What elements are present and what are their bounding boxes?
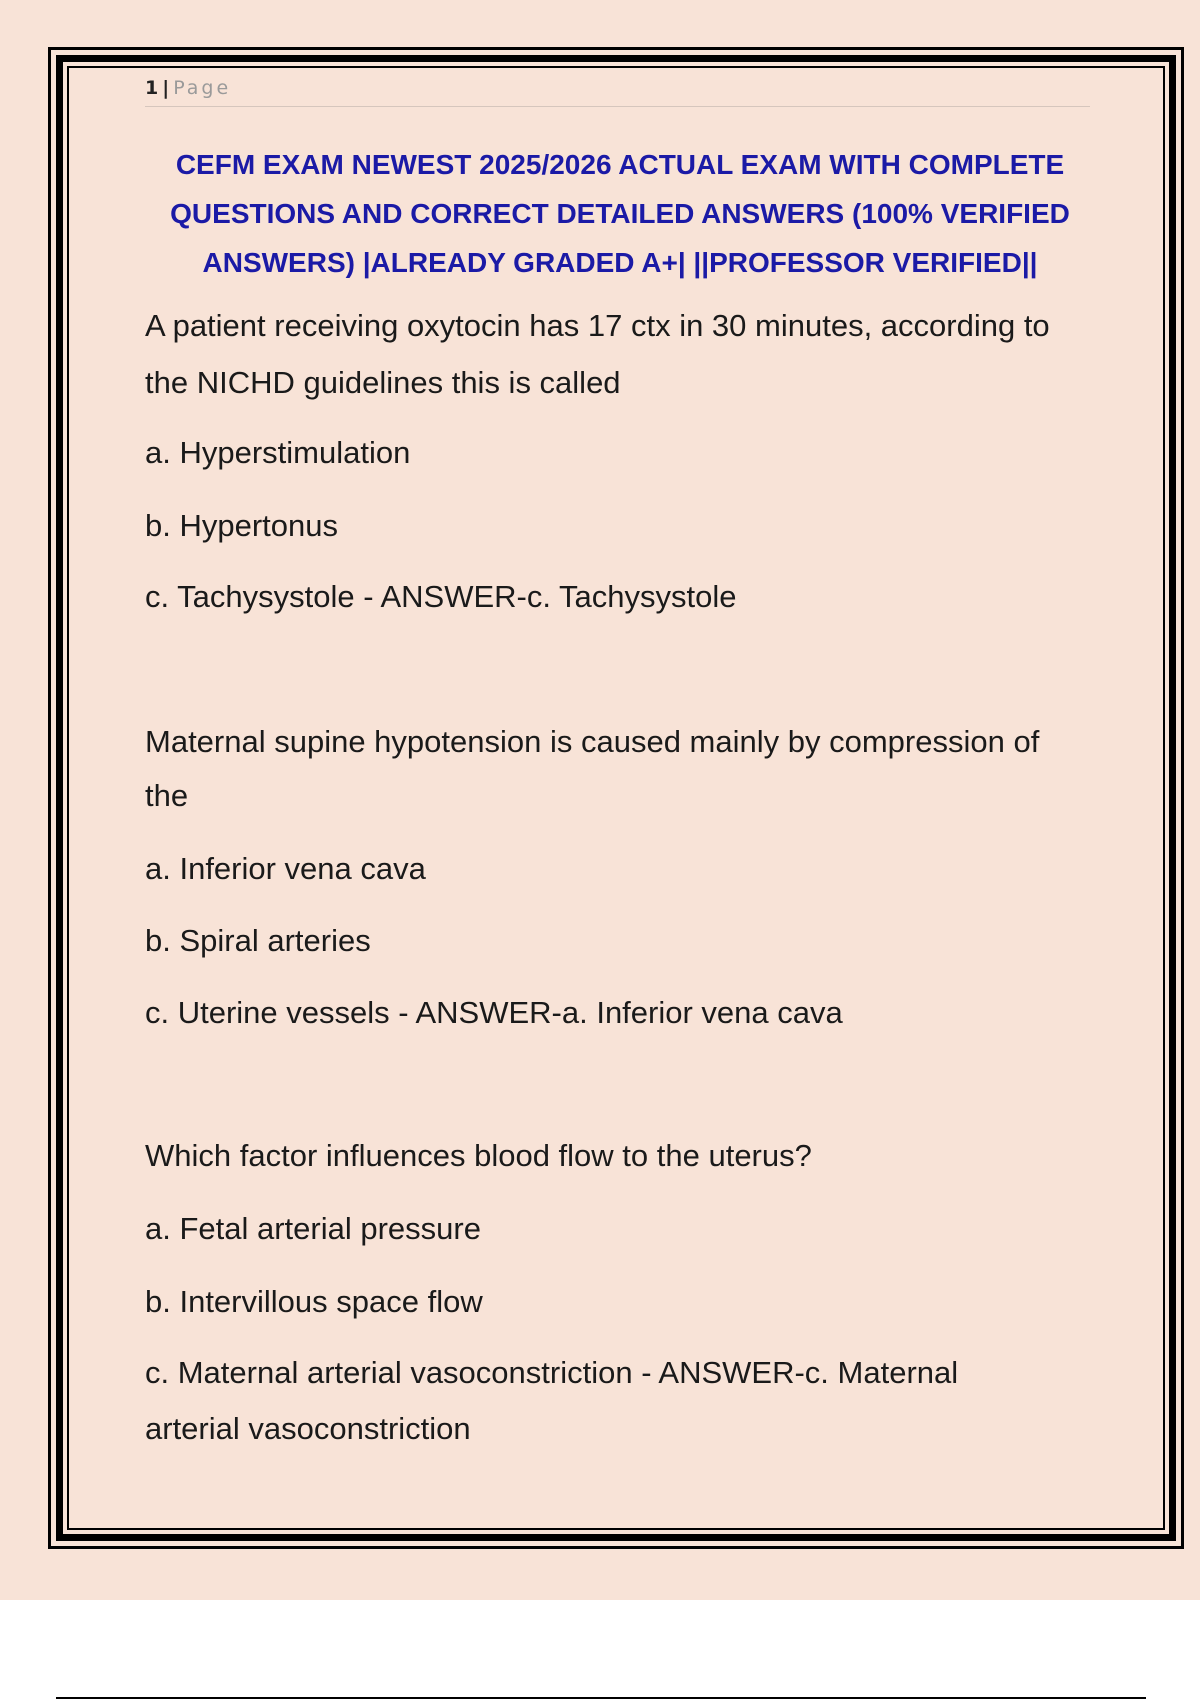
question-3-option-c-answer-line-1: c. Maternal arterial vasoconstriction - ANSWER-c. Maternal: [145, 1355, 959, 1390]
title-line-2: QUESTIONS AND CORRECT DETAILED ANSWERS (100% VERIFIED: [170, 198, 1070, 229]
question-2-option-c-answer: c. Uterine vessels - ANSWER-a. Inferior vena cava: [145, 995, 843, 1030]
question-3-option-b: b. Intervillous space flow: [145, 1284, 483, 1319]
title-line-3: ANSWERS) |ALREADY GRADED A+| ||PROFESSOR VERIFIED||: [202, 247, 1038, 278]
question-1-option-c-answer: c. Tachysystole - ANSWER-c. Tachysystole: [145, 579, 737, 614]
document-title: [130, 140, 1110, 287]
question-2-stem-line-1: Maternal supine hypotension is caused mainly by compression of: [145, 724, 1040, 759]
question-1-option-a: a. Hyperstimulation: [145, 435, 411, 470]
page-number: 1: [145, 77, 159, 99]
question-2-option-b: b. Spiral arteries: [145, 923, 371, 958]
question-3-option-c-answer-line-2: arterial vasoconstriction: [145, 1411, 471, 1446]
footer-rule: [56, 1697, 1146, 1699]
page-label: Page: [173, 77, 232, 99]
title-line-1: CEFM EXAM NEWEST 2025/2026 ACTUAL EXAM WITH COMPLETE: [175, 149, 1065, 180]
question-2-stem-line-2: the: [145, 778, 189, 813]
question-3-stem: Which factor influences blood flow to the uterus?: [145, 1138, 812, 1173]
question-1-stem-line-2: the NICHD guidelines this is called: [145, 365, 621, 400]
question-3-option-a: a. Fetal arterial pressure: [145, 1211, 481, 1246]
page-header: [145, 74, 1090, 107]
question-2-option-a: a. Inferior vena cava: [145, 851, 426, 886]
page-header-separator: |: [162, 77, 170, 99]
question-1-stem-line-1: A patient receiving oxytocin has 17 ctx in 30 minutes, according to: [145, 308, 1050, 343]
question-1-option-b: b. Hypertonus: [145, 508, 338, 543]
